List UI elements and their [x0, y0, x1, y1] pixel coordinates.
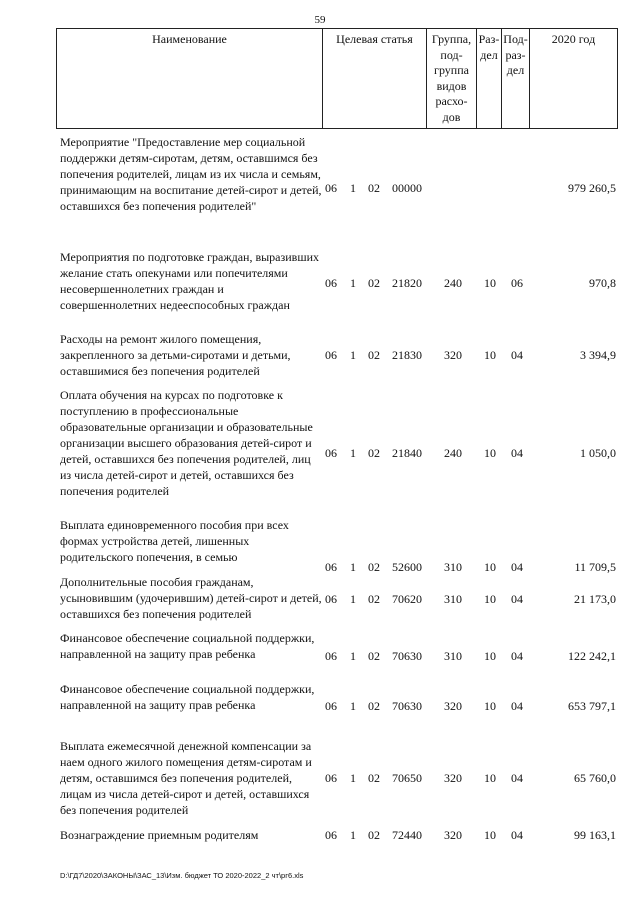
row-code-2: 1 [350, 181, 356, 195]
row-razdel: 10 [484, 649, 496, 663]
row-group: 320 [444, 828, 462, 842]
row-code-4: 70630 [392, 649, 422, 663]
row-group: 320 [444, 771, 462, 785]
header-podrazdel-line: Под- [503, 32, 528, 46]
row-amount: 653 797,1 [568, 699, 616, 713]
header-year [529, 29, 618, 128]
row-code-4: 70630 [392, 699, 422, 713]
row-group: 310 [444, 560, 462, 574]
row-podrazdel: 04 [511, 699, 523, 713]
row-amount: 122 242,1 [568, 649, 616, 663]
header-razdel-line: дел [480, 47, 498, 62]
row-razdel: 10 [484, 699, 496, 713]
row-razdel: 10 [484, 276, 496, 290]
row-code-1: 06 [325, 446, 337, 460]
row-code-3: 02 [368, 649, 380, 663]
header-name-label: Наименование [152, 32, 227, 46]
file-path-footer: D:\ГД7\2020\ЗАКОНЫ\ЗАС_13\Изм. бюджет ТО 2020-2022_2 чт\рг6.xls [60, 871, 304, 880]
row-code-2: 1 [350, 699, 356, 713]
row-name: Финансовое обеспечение социальной поддержки, направленной на защиту прав ребенка [60, 682, 315, 712]
row-code-1: 06 [325, 181, 337, 195]
row-code-3: 02 [368, 348, 380, 362]
row-code-4: 21830 [392, 348, 422, 362]
row-code-1: 06 [325, 649, 337, 663]
row-group: 310 [444, 592, 462, 606]
row-razdel: 10 [484, 348, 496, 362]
row-code-4: 70620 [392, 592, 422, 606]
header-group-line: расхо- [435, 94, 468, 108]
row-name: Мероприятие "Предоставление мер социальной поддержки детям-сиротам, детям, оставшимся без попечения родителей, лицам из их числа и семьям, принимающим на воспитание детей-сирот и детей, оставшихся без попечения родителей" [60, 135, 322, 213]
row-amount: 99 163,1 [574, 828, 616, 842]
row-code-1: 06 [325, 276, 337, 290]
row-group: 240 [444, 276, 462, 290]
row-amount: 3 394,9 [580, 348, 616, 362]
row-amount: 11 709,5 [574, 560, 616, 574]
row-code-1: 06 [325, 560, 337, 574]
row-podrazdel: 04 [511, 828, 523, 842]
row-code-2: 1 [350, 560, 356, 574]
row-group: 310 [444, 649, 462, 663]
header-year-label: 2020 год [551, 32, 596, 46]
row-code-3: 02 [368, 276, 380, 290]
row-code-3: 02 [368, 699, 380, 713]
row-code-2: 1 [350, 592, 356, 606]
row-code-1: 06 [325, 348, 337, 362]
row-code-2: 1 [350, 276, 356, 290]
row-podrazdel: 04 [511, 560, 523, 574]
row-group: 320 [444, 348, 462, 362]
row-amount: 979 260,5 [568, 181, 616, 195]
table-header [56, 28, 618, 129]
header-name [56, 29, 322, 128]
header-group-line: видов [436, 78, 467, 93]
row-code-3: 02 [368, 446, 380, 460]
row-amount: 65 760,0 [574, 771, 616, 785]
row-code-4: 00000 [392, 181, 422, 195]
row-code-2: 1 [350, 771, 356, 785]
row-code-4: 72440 [392, 828, 422, 842]
row-code-3: 02 [368, 592, 380, 606]
row-code-2: 1 [350, 649, 356, 663]
header-razdel [476, 29, 501, 128]
row-name: Мероприятия по подготовке граждан, выразивших желание стать опекунами или попечителями несовершеннолетних граждан и совершеннолетних недееспособных граждан [60, 250, 320, 312]
row-code-4: 21840 [392, 446, 422, 460]
header-group-line: под- [440, 47, 463, 62]
row-amount: 21 173,0 [574, 592, 616, 606]
row-name: Расходы на ремонт жилого помещения, закрепленного за детьми-сиротами и детьми, оставшимися без попечения родителей [60, 332, 291, 378]
page-number: 59 [314, 14, 326, 26]
row-code-1: 06 [325, 771, 337, 785]
row-code-3: 02 [368, 771, 380, 785]
row-group: 320 [444, 699, 462, 713]
row-podrazdel: 04 [511, 592, 523, 606]
row-code-3: 02 [368, 560, 380, 574]
row-razdel: 10 [484, 771, 496, 785]
row-podrazdel: 04 [511, 348, 523, 362]
row-code-2: 1 [350, 828, 356, 842]
row-code-4: 70650 [392, 771, 422, 785]
row-code-1: 06 [325, 828, 337, 842]
header-group [426, 29, 476, 128]
header-podrazdel-line: дел [506, 63, 525, 77]
header-podrazdel-line: раз- [505, 47, 526, 62]
row-code-1: 06 [325, 699, 337, 713]
row-name: Выплата ежемесячной денежной компенсации за наем одного жилого помещения детям-сиротам и детям, оставшимся без попечения родителей, лицам из числа детей-сирот и детей, оставшихся без попечения родителей [60, 739, 312, 817]
row-razdel: 10 [484, 828, 496, 842]
row-razdel: 10 [484, 446, 496, 460]
row-code-4: 52600 [392, 560, 422, 574]
row-name: Выплата единовременного пособия при всех формах устройства детей, лишенных родительского попечения, в семью [60, 518, 289, 564]
row-name: Дополнительные пособия гражданам, усыновившим (удочерившим) детей-сирот и детей, оставшихся без попечения родителей [60, 575, 322, 621]
row-code-4: 21820 [392, 276, 422, 290]
row-razdel: 10 [484, 592, 496, 606]
row-code-3: 02 [368, 181, 380, 195]
header-razdel-line: Раз- [478, 32, 500, 46]
row-code-2: 1 [350, 446, 356, 460]
row-name: Вознаграждение приемным родителям [60, 828, 259, 842]
row-podrazdel: 06 [511, 276, 523, 290]
header-group-line: группа [434, 63, 469, 77]
header-group-line: дов [442, 109, 461, 124]
row-code-3: 02 [368, 828, 380, 842]
row-name: Оплата обучения на курсах по подготовке к поступлению в профессиональные образовательные организации и образовательные организации высшего образования детей-сирот и детей, оставшихся без попечения родителей, лиц из числа детей-сирот и детей, оставшихся без попечения родителей [60, 388, 313, 498]
header-target-label: Целевая статья [336, 32, 413, 46]
header-podrazdel [501, 29, 529, 128]
row-group: 240 [444, 446, 462, 460]
row-amount: 1 050,0 [580, 446, 616, 460]
header-group-line: Группа, [431, 32, 472, 46]
row-name: Финансовое обеспечение социальной поддержки, направленной на защиту прав ребенка [60, 631, 315, 661]
row-code-2: 1 [350, 348, 356, 362]
row-podrazdel: 04 [511, 649, 523, 663]
row-razdel: 10 [484, 560, 496, 574]
row-amount: 970,8 [589, 276, 616, 290]
header-target [322, 29, 426, 128]
row-code-1: 06 [325, 592, 337, 606]
row-podrazdel: 04 [511, 771, 523, 785]
row-podrazdel: 04 [511, 446, 523, 460]
